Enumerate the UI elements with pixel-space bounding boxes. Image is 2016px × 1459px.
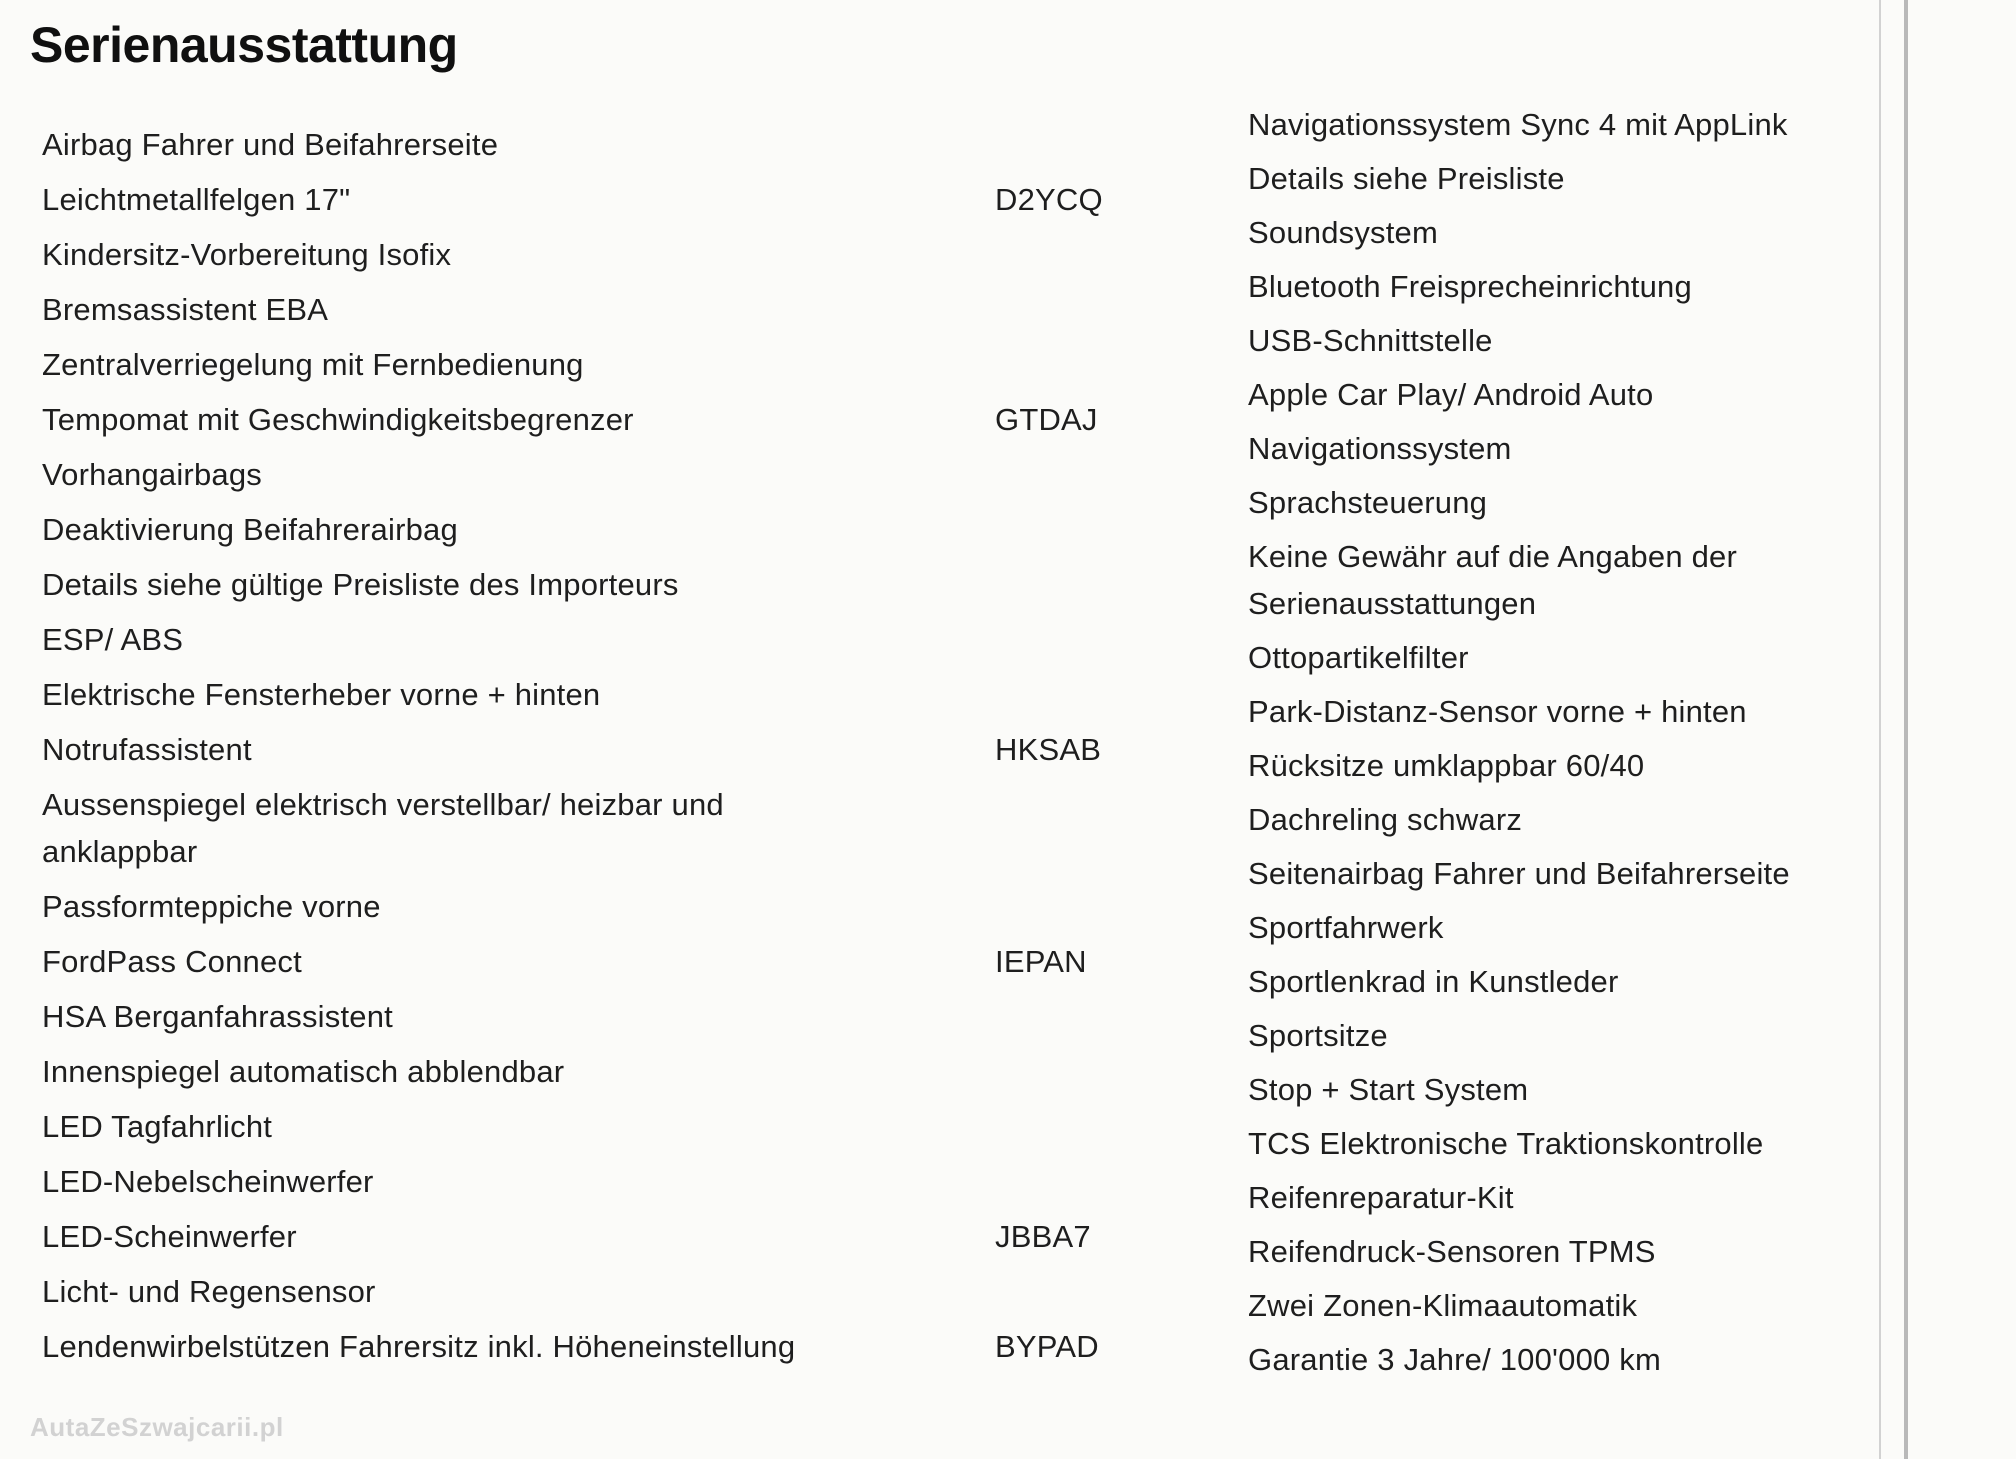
equipment-option-code: IEPAN (995, 944, 1087, 979)
equipment-label: Sportlenkrad in Kunstleder (1248, 964, 1619, 999)
equipment-label: Lendenwirbelstützen Fahrersitz inkl. Höheneinstellung (42, 1329, 796, 1364)
equipment-label: Bremsassistent EBA (42, 292, 329, 327)
equipment-label: Notrufassistent (42, 732, 252, 767)
equipment-row (42, 938, 1087, 985)
equipment-label: Details siehe gültige Preisliste des Importeurs (42, 567, 679, 602)
equipment-label: Navigationssystem (1248, 431, 1512, 466)
equipment-row (42, 671, 842, 718)
equipment-label: Elektrische Fensterheber vorne + hinten (42, 677, 601, 712)
equipment-label: Reifenreparatur-Kit (1248, 1180, 1514, 1215)
equipment-label: Garantie 3 Jahre/ 100'000 km (1248, 1342, 1662, 1377)
equipment-row (42, 451, 842, 498)
equipment-row (42, 726, 1102, 773)
equipment-row (42, 616, 842, 663)
equipment-label: Apple Car Play/ Android Auto (1248, 377, 1654, 412)
equipment-label: FordPass Connect (42, 944, 302, 979)
equipment-label: Seitenairbag Fahrer und Beifahrerseite (1248, 856, 1790, 891)
equipment-label: USB-Schnittstelle (1248, 323, 1493, 358)
equipment-row (42, 1323, 1099, 1370)
equipment-label: Airbag Fahrer und Beifahrerseite (42, 127, 499, 162)
equipment-label: Kindersitz-Vorbereitung Isofix (42, 237, 452, 272)
equipment-label: Dachreling schwarz (1248, 802, 1523, 837)
equipment-label: LED-Scheinwerfer (42, 1219, 297, 1254)
equipment-option-code: HKSAB (995, 732, 1102, 767)
equipment-row (42, 1103, 842, 1150)
equipment-label: Licht- und Regensensor (42, 1274, 376, 1309)
equipment-row (42, 1213, 1091, 1260)
equipment-label: HSA Berganfahrassistent (42, 999, 393, 1034)
equipment-label: Park-Distanz-Sensor vorne + hinten (1248, 694, 1747, 729)
equipment-row (42, 341, 842, 388)
equipment-label: Rücksitze umklappbar 60/40 (1248, 748, 1645, 783)
equipment-label: Navigationssystem Sync 4 mit AppLink (1248, 107, 1788, 142)
equipment-label: Zentralverriegelung mit Fernbedienung (42, 347, 584, 382)
equipment-row (42, 993, 842, 1040)
equipment-row (42, 883, 842, 930)
equipment-label: Sportsitze (1248, 1018, 1388, 1053)
equipment-label: Details siehe Preisliste (1248, 161, 1565, 196)
equipment-label: TCS Elektronische Traktionskontrolle (1248, 1126, 1764, 1161)
equipment-label: Tempomat mit Geschwindigkeitsbegrenzer (42, 402, 634, 437)
equipment-label: Zwei Zonen-Klimaautomatik (1248, 1288, 1638, 1323)
equipment-label: Bluetooth Freisprecheinrichtung (1248, 269, 1692, 304)
equipment-row (42, 1268, 842, 1315)
equipment-label: Keine Gewähr auf die Angaben der Serienausstattungen (1248, 539, 1737, 621)
page-border-divider-thick (1904, 0, 1908, 1459)
equipment-option-code: BYPAD (995, 1329, 1099, 1364)
equipment-label: Deaktivierung Beifahrerairbag (42, 512, 458, 547)
equipment-row (42, 286, 842, 333)
equipment-label: LED-Nebelscheinwerfer (42, 1164, 374, 1199)
equipment-option-code: D2YCQ (995, 182, 1103, 217)
page-title: Serienausstattung (30, 17, 458, 73)
equipment-label: Passformteppiche vorne (42, 889, 381, 924)
equipment-row (42, 561, 842, 608)
equipment-label: LED Tagfahrlicht (42, 1109, 273, 1144)
page-border-divider-thin (1879, 0, 1881, 1459)
equipment-label: Sportfahrwerk (1248, 910, 1444, 945)
equipment-label: Reifendruck-Sensoren TPMS (1248, 1234, 1656, 1269)
equipment-label: Sprachsteuerung (1248, 485, 1488, 520)
equipment-option-code: GTDAJ (995, 402, 1098, 437)
equipment-label: Innenspiegel automatisch abblendbar (42, 1054, 565, 1089)
equipment-label: Leichtmetallfelgen 17" (42, 182, 351, 217)
watermark-text: AutaZeSzwajcarii.pl (30, 1412, 284, 1442)
equipment-row (42, 1048, 842, 1095)
equipment-row (42, 231, 842, 278)
equipment-row (42, 396, 1098, 443)
equipment-row (42, 1158, 842, 1205)
equipment-list-right (1248, 101, 1898, 1390)
equipment-label: Ottopartikelfilter (1248, 640, 1469, 675)
equipment-label: ESP/ ABS (42, 622, 184, 657)
equipment-label: Aussenspiegel elektrisch verstellbar/ heizbar und anklappbar (42, 787, 724, 869)
equipment-row (42, 176, 1103, 223)
equipment-row (42, 506, 842, 553)
equipment-list-left (42, 121, 1103, 1378)
equipment-label: Stop + Start System (1248, 1072, 1529, 1107)
equipment-row (42, 121, 842, 168)
equipment-label: Vorhangairbags (42, 457, 262, 492)
equipment-label: Soundsystem (1248, 215, 1439, 250)
equipment-row (42, 781, 842, 875)
equipment-option-code: JBBA7 (995, 1219, 1091, 1254)
